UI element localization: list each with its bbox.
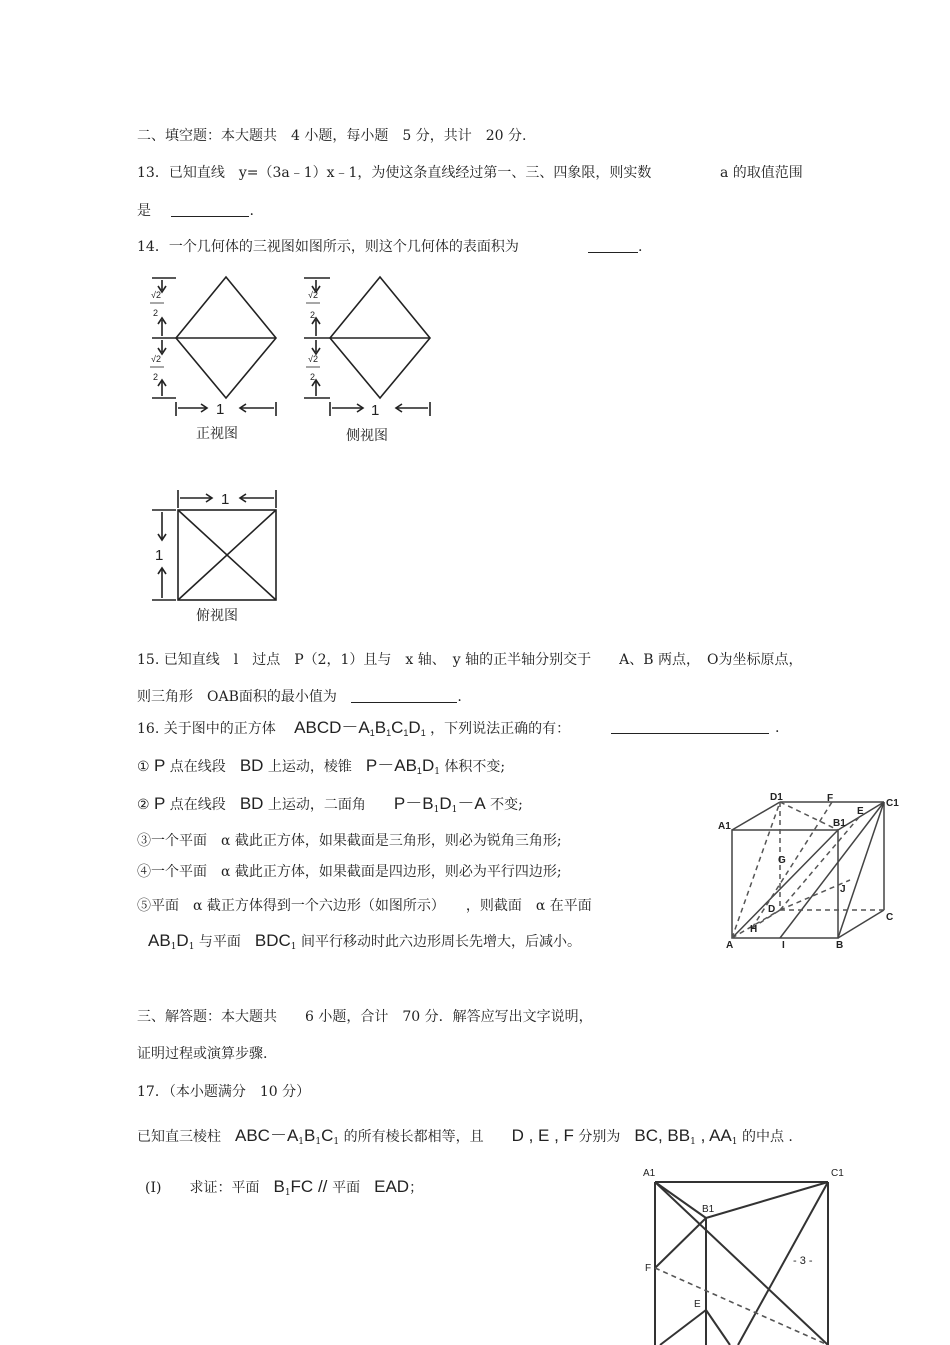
q14-period: . bbox=[638, 239, 643, 255]
section3-heading-2: 证明过程或演算步骤. bbox=[137, 1046, 268, 1062]
side-dim-2-top: 2 bbox=[310, 310, 316, 320]
front-dim-sqrt2-bottom: √2 bbox=[151, 354, 161, 364]
q16-statement-5b: $AB_1D_1$ 与平面 $BDC_1$ 间平行移动时此六边形周长先增大，后减小。 bbox=[148, 931, 581, 952]
q16-statement-4: ④一个平面 α 截此正方体，如果截面是四边形，则必为平行四边形; bbox=[137, 864, 562, 880]
q13-period: . bbox=[249, 203, 254, 219]
cube-label-I: I bbox=[782, 940, 785, 951]
q15-line1: 15. 已知直线 l 过点 P（2，1）且与 x 轴、 y 轴的正半轴分别交于 A、B 两点， O为坐标原点， bbox=[137, 652, 803, 668]
q13-text: 13．已知直线 y=（3a﹣1）x﹣1，为使这条直线经过第一、三、四象限，则实数 bbox=[137, 165, 652, 181]
q16-statement-5a: ⑤平面 α 截正方体得到一个六边形（如图所示） ，则截面 α 在平面 bbox=[137, 898, 592, 914]
q16-intro: 16. 关于图中的正方体 bbox=[137, 721, 276, 737]
cube-label-B1: B1 bbox=[833, 818, 846, 829]
q17-part1: (I) 求证：平面 $B_1FC$ // 平面 EAD； bbox=[145, 1177, 424, 1198]
q16-period: . bbox=[775, 720, 780, 736]
cube-label-A1: A1 bbox=[718, 821, 731, 832]
q16-statement-3: ③一个平面 α 截此正方体，如果截面是三角形，则必为锐角三角形; bbox=[137, 833, 562, 849]
prism-label-F: F bbox=[645, 1263, 652, 1274]
prism-label-E: E bbox=[694, 1299, 701, 1310]
front-view-caption: 正视图 bbox=[196, 426, 238, 442]
prism-label-B1: B1 bbox=[702, 1204, 715, 1215]
page-number: - 3 - bbox=[793, 1255, 813, 1267]
side-dim-sqrt2-bottom: √2 bbox=[308, 354, 318, 364]
cube-label-E: E bbox=[857, 806, 864, 817]
cube-label-H: H bbox=[750, 924, 758, 935]
side-width-label: 1 bbox=[371, 402, 380, 419]
front-width-label: 1 bbox=[216, 401, 225, 418]
cube-label-D: D bbox=[768, 904, 776, 915]
cube-label-J: J bbox=[840, 884, 846, 895]
cube-label-D1: D1 bbox=[770, 792, 783, 803]
q16-question: ，下列说法正确的有： bbox=[430, 721, 571, 737]
front-dim-2-bottom: 2 bbox=[153, 372, 159, 382]
section2-heading: 二、填空题：本大题共 4 小题，每小题 5 分，共计 20 分. bbox=[137, 128, 527, 144]
q15-text: 则三角形 OAB面积的最小值为 bbox=[137, 689, 337, 705]
cube-label-A: A bbox=[726, 940, 734, 951]
q17-statement: 已知直三棱柱 $ABC-A_1B_1C_1$ 的所有棱长都相等，且 D , E , F 分别为 BC, $BB_1$ , $AA_1$ 的中点 . bbox=[137, 1126, 793, 1147]
cube-label-G: G bbox=[778, 855, 786, 866]
section3-heading: 三、解答题：本大题共 6 小题，合计 70 分．解答应写出文字说明， bbox=[137, 1009, 593, 1025]
cube-label-B: B bbox=[836, 940, 844, 951]
q17-title: 17．（本小题满分 10 分） bbox=[137, 1084, 311, 1100]
q15-period: . bbox=[457, 689, 462, 705]
top-height-label: 1 bbox=[155, 547, 164, 564]
q16-statement-2: ② P 点在线段 BD 上运动，二面角 $P-B_1D_1-A$ 不变; bbox=[137, 794, 523, 815]
prism-label-C1: C1 bbox=[831, 1168, 844, 1179]
side-view-caption: 侧视图 bbox=[346, 428, 388, 444]
cube-label-C: C bbox=[886, 912, 894, 923]
top-width-label: 1 bbox=[221, 491, 230, 508]
front-dim-2-top: 2 bbox=[153, 308, 159, 318]
side-dim-2-bottom: 2 bbox=[310, 372, 316, 382]
side-dim-sqrt2-top: √2 bbox=[308, 290, 318, 300]
q16-statement-1: ① P 点在线段 BD 上运动，棱锥 $P-AB_1D_1$ 体积不变; bbox=[137, 756, 506, 777]
q16-cube-name: $ABCD-A_1B_1C_1D_1$ bbox=[294, 718, 426, 738]
cube-label-F: F bbox=[827, 793, 834, 804]
cube-label-C1: C1 bbox=[886, 798, 899, 809]
prism-label-A1: A1 bbox=[643, 1168, 656, 1179]
q14-text: 14．一个几何体的三视图如图所示，则这个几何体的表面积为 bbox=[137, 239, 519, 255]
q13-shi: 是 bbox=[137, 203, 151, 219]
q13-text-end: a 的取值范围 bbox=[720, 165, 803, 181]
top-view-caption: 俯视图 bbox=[196, 608, 238, 624]
front-dim-sqrt2-top: √2 bbox=[151, 290, 161, 300]
